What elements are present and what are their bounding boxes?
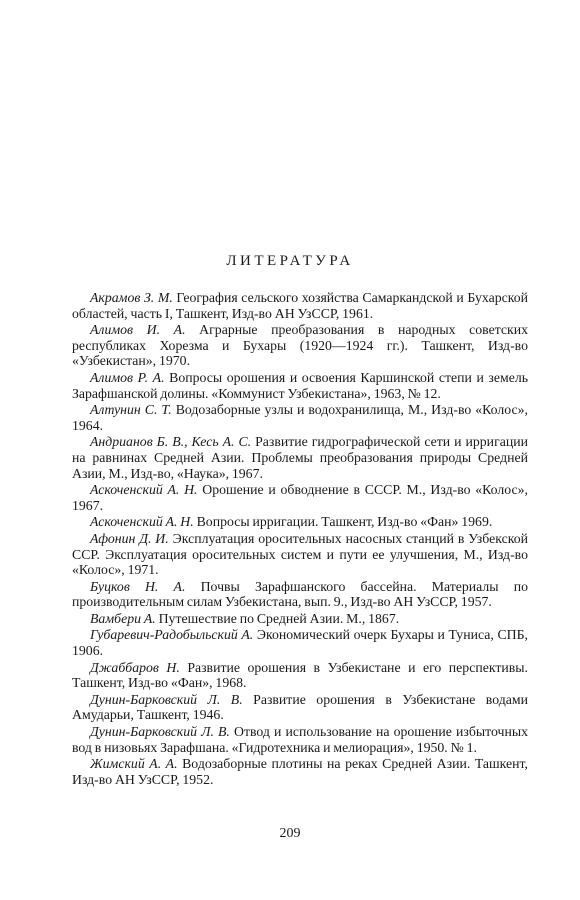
- entry-text: Эксплуатация оросительных насосных станций в Узбекской ССР. Эксплуатация оросительных систем и пути ее улучшения, М., Изд-во «Колос», 1971.: [72, 530, 528, 578]
- bibliography-list: [72, 290, 528, 788]
- bibliography-entry: [72, 531, 528, 578]
- entry-author: Губаревич-Радобыльский А.: [90, 627, 254, 643]
- entry-author: Алимов И. А.: [90, 322, 186, 338]
- entry-text: Развитие гидрографической сети и ирригации на равнинах Средней Азии. Проблемы преобразования природы Средней Азии, М., Изд-во, «Наука», 1967.: [72, 434, 528, 481]
- entry-text: Экономический очерк Бухары и Туниса, СПБ, 1906.: [72, 627, 528, 659]
- entry-author: Вамбери А.: [90, 610, 156, 626]
- page-number: 209: [279, 826, 301, 841]
- entry-text: Водозаборные плотины на реках Средней Азии. Ташкент, Изд-во АН УзССР, 1952.: [72, 756, 528, 787]
- entry-text: География сельского хозяйства Самаркандской и Бухарской областей, часть I, Ташкент, Изд-во АН УзССР, 1961.: [72, 290, 529, 321]
- entry-text: Орошение и обводнение в СССР. М., Изд-во «Колос», 1967.: [72, 482, 528, 513]
- bibliography-entry: [72, 370, 528, 401]
- entry-text: Путешествие по Средней Азии. М., 1867.: [158, 610, 400, 626]
- entry-author: Афонин Д. И.: [90, 530, 169, 546]
- entry-text: Отвод и использование на орошение избыточных вод в низовьях Зарафшана. «Гидротехника и мелиорация», 1950. № 1.: [72, 724, 528, 755]
- entry-author: Джаббаров Н.: [90, 659, 180, 675]
- bibliography-entry: [72, 482, 528, 513]
- bibliography-entry: [72, 434, 528, 481]
- entry-author: Дунин-Барковский Л. В.: [90, 724, 230, 740]
- entry-author: Аскоченский А. Н.: [90, 482, 198, 498]
- entry-author: Андрианов Б. В., Кесь А. С.: [90, 434, 252, 450]
- bibliography-entry: [72, 579, 528, 610]
- bibliography-entry: [72, 692, 528, 723]
- bibliography-entry: [72, 611, 528, 627]
- entry-author: Дунин-Барковский Л. В.: [90, 691, 243, 707]
- entry-text: Развитие орошения в Узбекистане водами Амударьи, Ташкент, 1946.: [72, 691, 528, 723]
- bibliography-entry: [72, 322, 528, 369]
- entry-text: Вопросы орошения и освоения Каршинской степи и земель Зарафшанской долины. «Коммунист Узбекистана», 1963, № 12.: [72, 369, 529, 401]
- bibliography-entry: [72, 290, 528, 321]
- bibliography-entry: [72, 724, 528, 755]
- entry-text: Вопросы ирригации. Ташкент, Изд-во «Фан» 1969.: [196, 514, 493, 530]
- entry-text: Аграрные преобразования в народных советских республиках Хорезма и Бухары (1920—1924 гг.). Ташкент, Изд-во «Узбекистан», 1970.: [72, 322, 528, 369]
- entry-author: Буцков Н. А.: [90, 578, 186, 594]
- bibliography-entry: [72, 756, 528, 787]
- entry-author: Аскоченский А. Н.: [90, 514, 194, 530]
- entry-author: Жимский А. А.: [90, 756, 178, 772]
- entry-text: Почвы Зарафшанского бассейна. Материалы по производительным силам Узбекистана, вып. 9., Изд-во АН УзССР, 1957.: [72, 578, 529, 610]
- bibliography-entry: [72, 627, 528, 658]
- entry-author: Алтунин С. Т.: [90, 402, 172, 418]
- bibliography-entry: [72, 660, 528, 691]
- entry-text: Водозаборные узлы и водохранилища, М., Изд-во «Колос», 1964.: [72, 402, 528, 433]
- entry-author: Акрамов З. М.: [90, 290, 173, 305]
- bibliography-entry: [72, 402, 528, 433]
- entry-author: Алимов Р. А.: [90, 369, 165, 385]
- entry-text: Развитие орошения в Узбекистане и его перспективы. Ташкент, Изд-во «Фан», 1968.: [72, 659, 528, 691]
- bibliography-entry: [72, 514, 528, 530]
- section-heading: ЛИТЕРАТУРА: [226, 253, 354, 269]
